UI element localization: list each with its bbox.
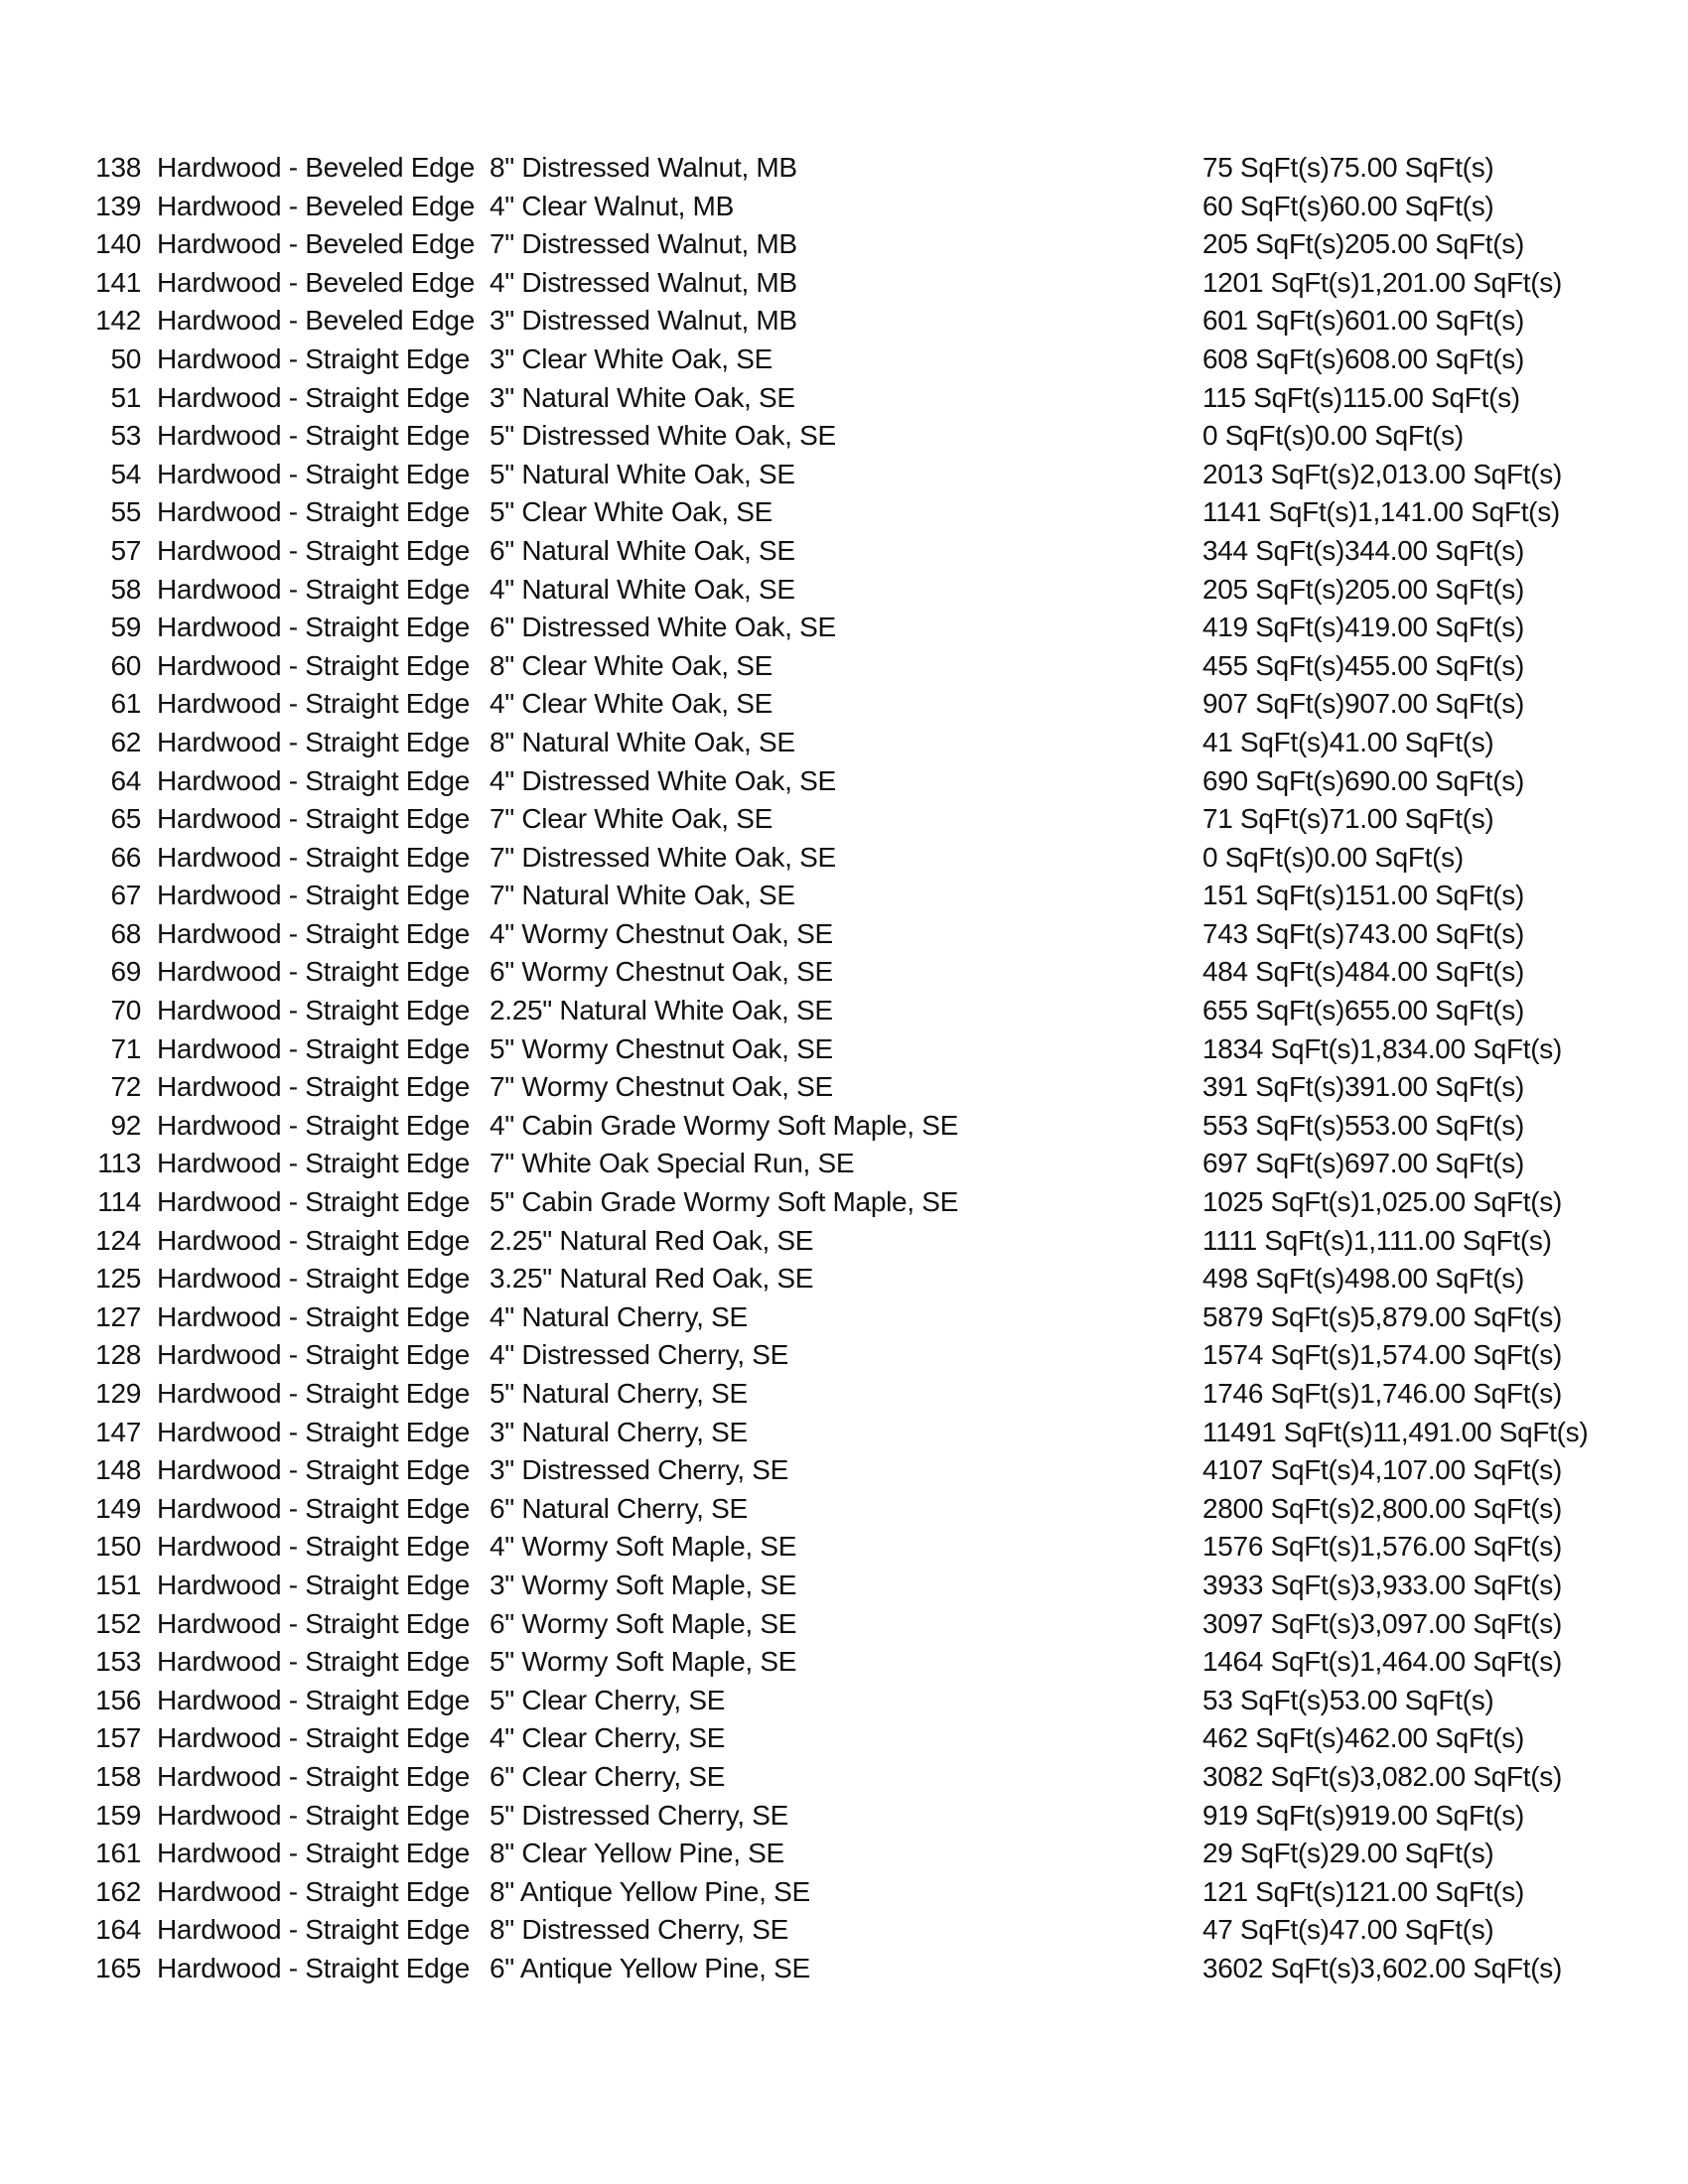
item-description: 7" Natural White Oak, SE	[490, 880, 795, 911]
item-description: 3" Natural Cherry, SE	[490, 1416, 748, 1447]
list-item	[0, 724, 1688, 762]
list-item	[0, 264, 1688, 303]
item-description: 4" Wormy Soft Maple, SE	[490, 1531, 797, 1563]
item-number: 164	[95, 1914, 141, 1946]
item-number: 161	[95, 1838, 141, 1869]
item-number: 69	[110, 956, 141, 988]
list-item	[0, 1873, 1688, 1912]
item-description: 2.25" Natural Red Oak, SE	[490, 1224, 814, 1256]
list-item	[0, 647, 1688, 686]
list-item	[0, 1451, 1688, 1490]
list-item	[0, 341, 1688, 379]
item-category: Hardwood - Straight Edge	[157, 1914, 470, 1946]
item-number: 70	[110, 995, 141, 1026]
item-quantity: 697 SqFt(s)697.00 SqFt(s)	[1202, 1148, 1524, 1179]
item-number: 159	[95, 1799, 141, 1831]
item-description: 6" Wormy Chestnut Oak, SE	[490, 956, 833, 988]
item-description: 7" White Oak Special Run, SE	[490, 1148, 855, 1179]
item-description: 3" Distressed Cherry, SE	[490, 1454, 788, 1486]
item-category: Hardwood - Straight Edge	[157, 1722, 470, 1754]
item-category: Hardwood - Straight Edge	[157, 1684, 470, 1715]
item-category: Hardwood - Straight Edge	[157, 880, 470, 911]
item-quantity: 907 SqFt(s)907.00 SqFt(s)	[1202, 688, 1524, 720]
item-category: Hardwood - Straight Edge	[157, 1416, 470, 1447]
item-quantity: 29 SqFt(s)29.00 SqFt(s)	[1202, 1838, 1494, 1869]
item-quantity: 151 SqFt(s)151.00 SqFt(s)	[1202, 880, 1524, 911]
item-category: Hardwood - Straight Edge	[157, 1875, 470, 1907]
list-item	[0, 1528, 1688, 1567]
item-quantity: 1025 SqFt(s)1,025.00 SqFt(s)	[1202, 1186, 1562, 1218]
item-quantity: 1111 SqFt(s)1,111.00 SqFt(s)	[1202, 1224, 1552, 1256]
list-item	[0, 877, 1688, 915]
item-quantity: 75 SqFt(s)75.00 SqFt(s)	[1202, 152, 1494, 183]
item-description: 8" Clear Yellow Pine, SE	[490, 1838, 784, 1869]
item-quantity: 743 SqFt(s)743.00 SqFt(s)	[1202, 917, 1524, 949]
item-quantity: 462 SqFt(s)462.00 SqFt(s)	[1202, 1722, 1524, 1754]
list-item	[0, 1643, 1688, 1682]
item-number: 57	[110, 534, 141, 566]
item-category: Hardwood - Straight Edge	[157, 1224, 470, 1256]
item-quantity: 60 SqFt(s)60.00 SqFt(s)	[1202, 190, 1494, 221]
item-description: 5" Clear White Oak, SE	[490, 496, 773, 528]
list-item	[0, 800, 1688, 839]
item-category: Hardwood - Straight Edge	[157, 803, 470, 835]
item-description: 4" Natural Cherry, SE	[490, 1300, 748, 1332]
item-quantity: 3602 SqFt(s)3,602.00 SqFt(s)	[1202, 1952, 1562, 1983]
item-description: 8" Clear White Oak, SE	[490, 649, 773, 681]
item-description: 4" Distressed White Oak, SE	[490, 764, 836, 796]
item-quantity: 41 SqFt(s)41.00 SqFt(s)	[1202, 726, 1494, 757]
list-item	[0, 302, 1688, 341]
list-item	[0, 1835, 1688, 1873]
item-number: 141	[95, 266, 141, 298]
item-quantity: 608 SqFt(s)608.00 SqFt(s)	[1202, 342, 1524, 374]
item-description: 5" Clear Cherry, SE	[490, 1684, 726, 1715]
item-quantity: 1201 SqFt(s)1,201.00 SqFt(s)	[1202, 266, 1562, 298]
item-number: 138	[95, 152, 141, 183]
item-category: Hardwood - Straight Edge	[157, 458, 470, 489]
item-number: 156	[95, 1684, 141, 1715]
item-quantity: 655 SqFt(s)655.00 SqFt(s)	[1202, 995, 1524, 1026]
item-number: 71	[110, 1032, 141, 1064]
list-item	[0, 1797, 1688, 1836]
item-description: 3" Natural White Oak, SE	[490, 381, 795, 413]
item-quantity: 1464 SqFt(s)1,464.00 SqFt(s)	[1202, 1646, 1562, 1678]
item-number: 152	[95, 1607, 141, 1639]
item-description: 6" Distressed White Oak, SE	[490, 612, 836, 643]
item-description: 5" Wormy Soft Maple, SE	[490, 1646, 797, 1678]
item-description: 4" Natural White Oak, SE	[490, 573, 795, 605]
item-category: Hardwood - Beveled Edge	[157, 266, 475, 298]
item-number: 147	[95, 1416, 141, 1447]
list-item	[0, 609, 1688, 647]
item-description: 5" Distressed White Oak, SE	[490, 420, 836, 452]
item-category: Hardwood - Beveled Edge	[157, 152, 475, 183]
item-quantity: 0 SqFt(s)0.00 SqFt(s)	[1202, 841, 1464, 873]
item-category: Hardwood - Straight Edge	[157, 1263, 470, 1295]
item-quantity: 121 SqFt(s)121.00 SqFt(s)	[1202, 1875, 1524, 1907]
item-description: 6" Natural White Oak, SE	[490, 534, 795, 566]
item-category: Hardwood - Straight Edge	[157, 1607, 470, 1639]
item-category: Hardwood - Straight Edge	[157, 1492, 470, 1524]
item-quantity: 1834 SqFt(s)1,834.00 SqFt(s)	[1202, 1032, 1562, 1064]
list-item	[0, 685, 1688, 724]
item-quantity: 4107 SqFt(s)4,107.00 SqFt(s)	[1202, 1454, 1562, 1486]
list-item	[0, 1605, 1688, 1644]
item-quantity: 1746 SqFt(s)1,746.00 SqFt(s)	[1202, 1378, 1562, 1409]
item-number: 157	[95, 1722, 141, 1754]
item-number: 66	[110, 841, 141, 873]
item-number: 72	[110, 1071, 141, 1103]
list-item	[0, 1414, 1688, 1452]
item-number: 140	[95, 228, 141, 260]
item-quantity: 2013 SqFt(s)2,013.00 SqFt(s)	[1202, 458, 1562, 489]
item-quantity: 3082 SqFt(s)3,082.00 SqFt(s)	[1202, 1760, 1562, 1792]
item-category: Hardwood - Straight Edge	[157, 1148, 470, 1179]
item-quantity: 553 SqFt(s)553.00 SqFt(s)	[1202, 1109, 1524, 1141]
item-category: Hardwood - Straight Edge	[157, 917, 470, 949]
list-item	[0, 1950, 1688, 1988]
list-item	[0, 1145, 1688, 1183]
item-category: Hardwood - Beveled Edge	[157, 305, 475, 337]
list-item	[0, 225, 1688, 264]
item-number: 124	[95, 1224, 141, 1256]
item-quantity: 115 SqFt(s)115.00 SqFt(s)	[1202, 381, 1520, 413]
item-description: 5" Distressed Cherry, SE	[490, 1799, 788, 1831]
item-number: 92	[110, 1109, 141, 1141]
item-category: Hardwood - Straight Edge	[157, 534, 470, 566]
item-quantity: 419 SqFt(s)419.00 SqFt(s)	[1202, 612, 1524, 643]
item-quantity: 1574 SqFt(s)1,574.00 SqFt(s)	[1202, 1339, 1562, 1371]
item-description: 6" Antique Yellow Pine, SE	[490, 1952, 810, 1983]
item-category: Hardwood - Straight Edge	[157, 1300, 470, 1332]
item-category: Hardwood - Straight Edge	[157, 995, 470, 1026]
item-description: 4" Clear Walnut, MB	[490, 190, 734, 221]
item-quantity: 919 SqFt(s)919.00 SqFt(s)	[1202, 1799, 1524, 1831]
item-description: 3" Distressed Walnut, MB	[490, 305, 797, 337]
item-category: Hardwood - Straight Edge	[157, 1799, 470, 1831]
item-category: Hardwood - Straight Edge	[157, 726, 470, 757]
item-category: Hardwood - Straight Edge	[157, 612, 470, 643]
item-category: Hardwood - Straight Edge	[157, 342, 470, 374]
item-quantity: 0 SqFt(s)0.00 SqFt(s)	[1202, 420, 1464, 452]
item-category: Hardwood - Straight Edge	[157, 1531, 470, 1563]
item-description: 3" Clear White Oak, SE	[490, 342, 773, 374]
item-number: 62	[110, 726, 141, 757]
item-number: 128	[95, 1339, 141, 1371]
list-item	[0, 1298, 1688, 1337]
item-description: 5" Natural White Oak, SE	[490, 458, 795, 489]
item-description: 3" Wormy Soft Maple, SE	[490, 1569, 797, 1600]
item-description: 4" Distressed Cherry, SE	[490, 1339, 788, 1371]
item-description: 6" Clear Cherry, SE	[490, 1760, 726, 1792]
item-description: 7" Distressed Walnut, MB	[490, 228, 797, 260]
item-number: 129	[95, 1378, 141, 1409]
item-number: 148	[95, 1454, 141, 1486]
list-item	[0, 839, 1688, 878]
item-description: 5" Wormy Chestnut Oak, SE	[490, 1032, 833, 1064]
item-quantity: 3933 SqFt(s)3,933.00 SqFt(s)	[1202, 1569, 1562, 1600]
item-category: Hardwood - Straight Edge	[157, 1339, 470, 1371]
item-quantity: 391 SqFt(s)391.00 SqFt(s)	[1202, 1071, 1524, 1103]
item-category: Hardwood - Straight Edge	[157, 841, 470, 873]
item-quantity: 71 SqFt(s)71.00 SqFt(s)	[1202, 803, 1494, 835]
item-number: 153	[95, 1646, 141, 1678]
item-description: 4" Clear Cherry, SE	[490, 1722, 726, 1754]
item-quantity: 455 SqFt(s)455.00 SqFt(s)	[1202, 649, 1524, 681]
item-number: 64	[110, 764, 141, 796]
item-category: Hardwood - Straight Edge	[157, 649, 470, 681]
list-item	[0, 417, 1688, 456]
item-number: 59	[110, 612, 141, 643]
item-description: 7" Wormy Chestnut Oak, SE	[490, 1071, 833, 1103]
item-quantity: 2800 SqFt(s)2,800.00 SqFt(s)	[1202, 1492, 1562, 1524]
list-item	[0, 571, 1688, 610]
item-number: 114	[97, 1186, 141, 1218]
list-item	[0, 1222, 1688, 1261]
item-category: Hardwood - Straight Edge	[157, 420, 470, 452]
item-category: Hardwood - Straight Edge	[157, 688, 470, 720]
item-number: 65	[110, 803, 141, 835]
item-category: Hardwood - Straight Edge	[157, 1760, 470, 1792]
item-number: 139	[95, 190, 141, 221]
list-item	[0, 1030, 1688, 1069]
item-category: Hardwood - Straight Edge	[157, 1952, 470, 1983]
item-quantity: 1576 SqFt(s)1,576.00 SqFt(s)	[1202, 1531, 1562, 1563]
item-description: 3.25" Natural Red Oak, SE	[490, 1263, 814, 1295]
list-item	[0, 1336, 1688, 1375]
item-category: Hardwood - Straight Edge	[157, 764, 470, 796]
list-item	[0, 188, 1688, 226]
item-number: 113	[97, 1148, 141, 1179]
list-item	[0, 149, 1688, 188]
item-quantity: 690 SqFt(s)690.00 SqFt(s)	[1202, 764, 1524, 796]
item-number: 142	[95, 305, 141, 337]
item-description: 8" Distressed Cherry, SE	[490, 1914, 788, 1946]
item-category: Hardwood - Straight Edge	[157, 381, 470, 413]
item-description: 7" Clear White Oak, SE	[490, 803, 773, 835]
list-item	[0, 1682, 1688, 1720]
list-item	[0, 1719, 1688, 1758]
item-number: 149	[95, 1492, 141, 1524]
list-item	[0, 915, 1688, 954]
item-number: 58	[110, 573, 141, 605]
item-quantity: 498 SqFt(s)498.00 SqFt(s)	[1202, 1263, 1524, 1295]
item-description: 2.25" Natural White Oak, SE	[490, 995, 833, 1026]
item-quantity: 5879 SqFt(s)5,879.00 SqFt(s)	[1202, 1300, 1562, 1332]
list-item	[0, 532, 1688, 571]
inventory-list	[0, 149, 1688, 1988]
item-number: 165	[95, 1952, 141, 1983]
item-description: 4" Wormy Chestnut Oak, SE	[490, 917, 833, 949]
item-quantity: 484 SqFt(s)484.00 SqFt(s)	[1202, 956, 1524, 988]
item-category: Hardwood - Straight Edge	[157, 1569, 470, 1600]
item-description: 5" Cabin Grade Wormy Soft Maple, SE	[490, 1186, 959, 1218]
item-quantity: 205 SqFt(s)205.00 SqFt(s)	[1202, 573, 1524, 605]
item-category: Hardwood - Beveled Edge	[157, 190, 475, 221]
item-description: 5" Natural Cherry, SE	[490, 1378, 748, 1409]
item-description: 8" Natural White Oak, SE	[490, 726, 795, 757]
list-item	[0, 379, 1688, 418]
item-number: 51	[110, 381, 141, 413]
item-category: Hardwood - Straight Edge	[157, 573, 470, 605]
list-item	[0, 1183, 1688, 1222]
list-item	[0, 1758, 1688, 1797]
item-number: 151	[95, 1569, 141, 1600]
item-number: 61	[110, 688, 141, 720]
item-number: 68	[110, 917, 141, 949]
item-description: 6" Natural Cherry, SE	[490, 1492, 748, 1524]
item-quantity: 1141 SqFt(s)1,141.00 SqFt(s)	[1202, 496, 1560, 528]
item-number: 53	[110, 420, 141, 452]
item-description: 7" Distressed White Oak, SE	[490, 841, 836, 873]
item-description: 6" Wormy Soft Maple, SE	[490, 1607, 797, 1639]
item-category: Hardwood - Straight Edge	[157, 1186, 470, 1218]
list-item	[0, 1375, 1688, 1414]
list-item	[0, 1260, 1688, 1298]
item-number: 55	[110, 496, 141, 528]
item-category: Hardwood - Straight Edge	[157, 1646, 470, 1678]
item-category: Hardwood - Straight Edge	[157, 1071, 470, 1103]
item-quantity: 344 SqFt(s)344.00 SqFt(s)	[1202, 534, 1524, 566]
list-item	[0, 493, 1688, 532]
item-quantity: 53 SqFt(s)53.00 SqFt(s)	[1202, 1684, 1494, 1715]
item-number: 158	[95, 1760, 141, 1792]
item-category: Hardwood - Straight Edge	[157, 1109, 470, 1141]
item-description: 4" Cabin Grade Wormy Soft Maple, SE	[490, 1109, 959, 1141]
item-description: 8" Antique Yellow Pine, SE	[490, 1875, 810, 1907]
item-category: Hardwood - Straight Edge	[157, 1032, 470, 1064]
list-item	[0, 953, 1688, 992]
list-item	[0, 1567, 1688, 1605]
item-quantity: 47 SqFt(s)47.00 SqFt(s)	[1202, 1914, 1494, 1946]
item-description: 4" Distressed Walnut, MB	[490, 266, 797, 298]
item-quantity: 205 SqFt(s)205.00 SqFt(s)	[1202, 228, 1524, 260]
item-number: 50	[110, 342, 141, 374]
list-item	[0, 992, 1688, 1030]
item-category: Hardwood - Straight Edge	[157, 1378, 470, 1409]
item-number: 54	[110, 458, 141, 489]
list-item	[0, 456, 1688, 494]
item-category: Hardwood - Straight Edge	[157, 1454, 470, 1486]
item-quantity: 11491 SqFt(s)11,491.00 SqFt(s)	[1202, 1416, 1589, 1447]
list-item	[0, 1911, 1688, 1950]
item-category: Hardwood - Straight Edge	[157, 956, 470, 988]
item-category: Hardwood - Beveled Edge	[157, 228, 475, 260]
item-category: Hardwood - Straight Edge	[157, 496, 470, 528]
item-number: 162	[95, 1875, 141, 1907]
list-item	[0, 1107, 1688, 1146]
item-description: 8" Distressed Walnut, MB	[490, 152, 797, 183]
list-item	[0, 1490, 1688, 1529]
list-item	[0, 1068, 1688, 1107]
item-quantity: 3097 SqFt(s)3,097.00 SqFt(s)	[1202, 1607, 1562, 1639]
list-item	[0, 762, 1688, 801]
item-number: 150	[95, 1531, 141, 1563]
item-quantity: 601 SqFt(s)601.00 SqFt(s)	[1202, 305, 1524, 337]
item-description: 4" Clear White Oak, SE	[490, 688, 773, 720]
item-number: 125	[95, 1263, 141, 1295]
item-category: Hardwood - Straight Edge	[157, 1838, 470, 1869]
item-number: 60	[110, 649, 141, 681]
item-number: 127	[95, 1300, 141, 1332]
item-number: 67	[110, 880, 141, 911]
